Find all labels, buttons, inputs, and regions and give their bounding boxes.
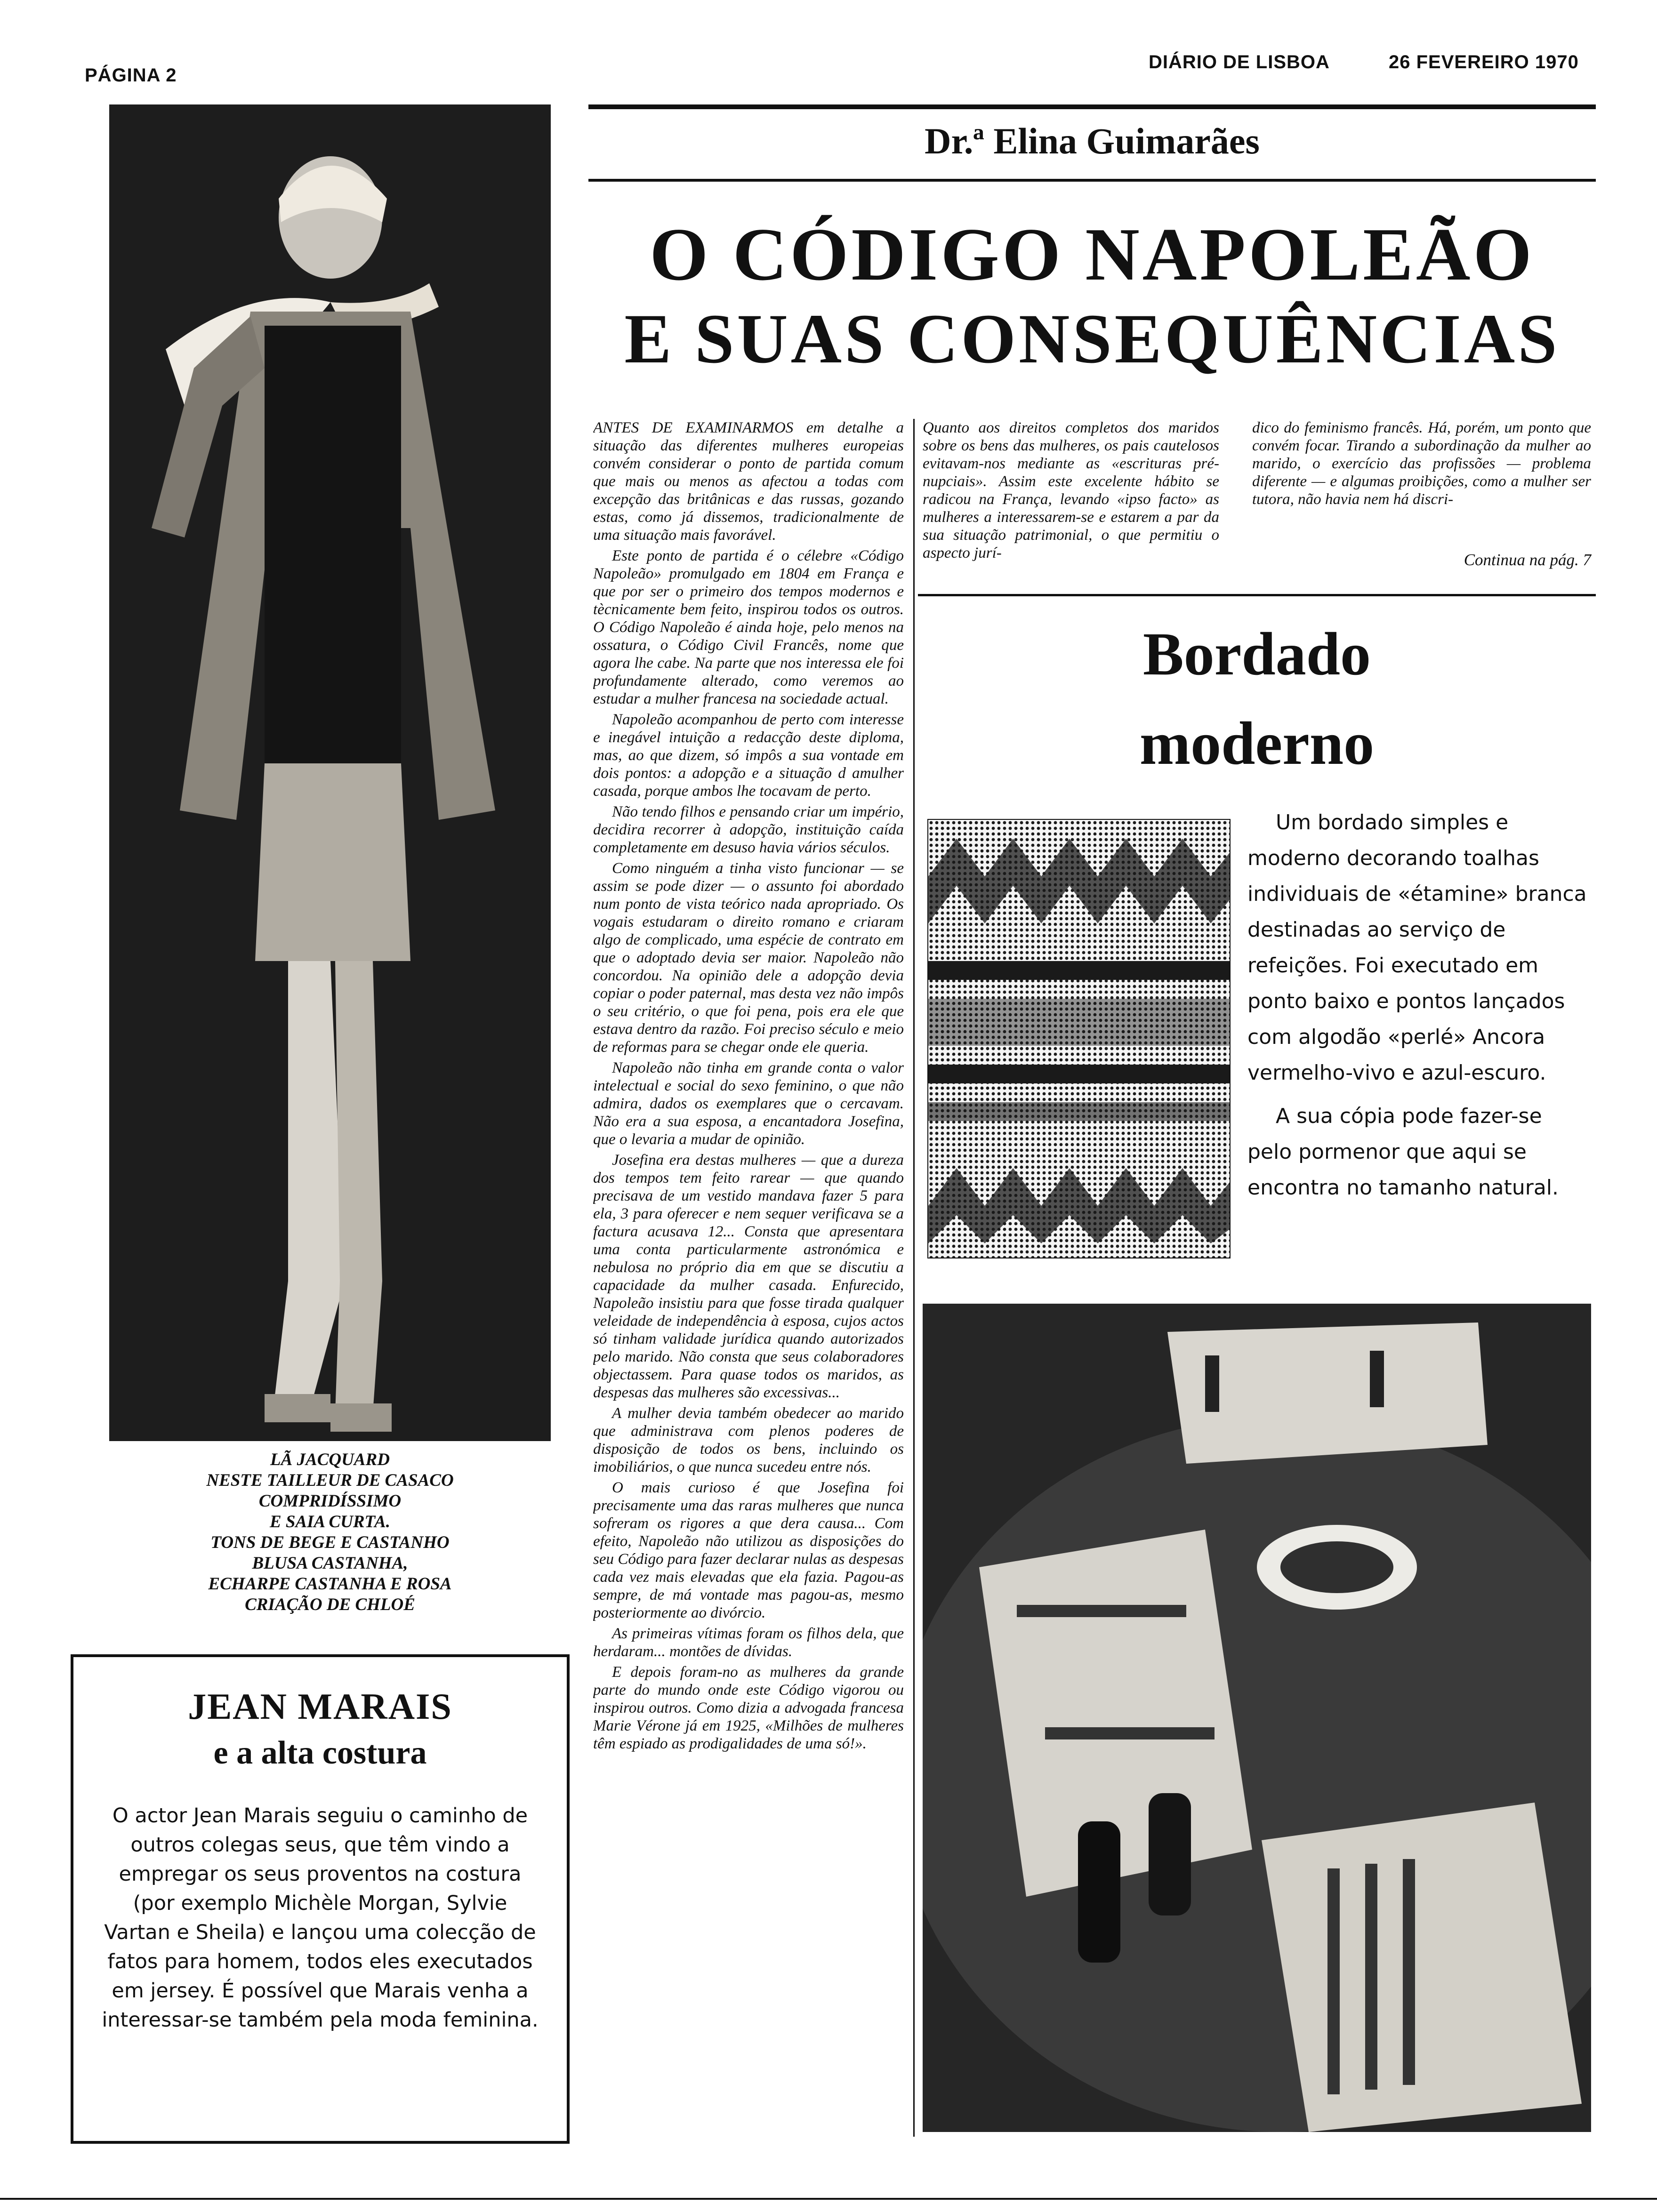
stitch-pattern: [928, 820, 1230, 1258]
fashion-photo: [109, 104, 551, 1441]
marais-subtitle: e a alta costura: [213, 1735, 427, 1771]
marais-body: O actor Jean Marais seguiu o caminho de outros colegas seus, que têm vindo a empregar os seus proventos na costura (por exemplo Michèle Morgan, Sylvie Vartan e Sheila) e lançou uma colecção de fatos para homem, todos eles executados em jersey. É possível que Marais venha a interessar-se também pela moda feminina.: [102, 1804, 539, 2032]
article-column-2: [923, 419, 1219, 565]
embroidery-paragraph: Um bordado simples e moderno decorando toalhas individuais de «étamine» branca destinadas ao serviço de refeições. Foi executado em ponto baixo e pontos lançados com algodão «perlé» Ancora vermelho-vivo e azul-escuro.: [1247, 810, 1587, 1085]
article-paragraph: Este ponto de partida é o célebre «Código Napoleão» promulgado em 1804 em França e que por ser o primeiro dos tempos modernos e tècnicamente bem feito, inspirou todos os outros. O Código Napoleão é ainda hoje, pelo menos na ossatura, o Código Civil Francês, nome que agora lhe cabe. Na parte que nos interessa ele foi profundamente alterado, como veremos ao estudar a mulher francesa na sociedade actual.: [593, 547, 904, 707]
section-rule: [918, 594, 1596, 596]
top-rule: [588, 104, 1596, 109]
article-paragraph: Não tendo filhos e pensando criar um império, decidira recorrer à adopção, instituição caída completamente em desuso havia vários séculos.: [593, 803, 904, 856]
article-paragraph: Napoleão acompanhou de perto com interesse e inegável intuição a redacção deste diploma, mas, ao que dizem, só impôs a sua vontade em dois pontos: a adopção e a situação d amulher casada, porque ambos lhe tocavam de perto.: [593, 711, 904, 800]
article-paragraph: dico do feminismo francês. Há, porém, um ponto que convém focar. Tirando a subordinação da mulher ao marido, o exercício das profissões — problema diferente — e algumas proibições, como a mulher ser tutora, não havia nem há discri-: [1252, 419, 1591, 508]
photo-caption: [109, 1450, 551, 1615]
article-paragraph: Josefina era destas mulheres — que a dureza dos tempos tem feito rarear — que quando precisava de um vestido mandava fazer 5 para ela, 3 para oferecer e nem sequer verificava se a factura acusava 12... Consta que apresentara uma conta particularmente astronómica e nebulosa no próprio dia em que se discutiu a capacidade da mulher casada. Enfurecido, Napoleão insistiu para que fosse tirada qualquer veleidade de independência à esposa, cujos actos só tinham validade jurídica quando autorizados pelo marido. Não consta que seus colaboradores objectassem. Para quase todos os maridos, as despesas das mulheres são excessivas...: [593, 1152, 904, 1401]
column-divider: [913, 419, 915, 2137]
caption-line: ECHARPE CASTANHA E ROSA: [208, 1574, 452, 1594]
bottom-rule: [0, 2198, 1657, 2200]
article-column-3: [1252, 419, 1591, 511]
continued-note[interactable]: Continua na pág. 7: [1464, 551, 1591, 569]
article-title-line1: O CÓDIGO NAPOLEÃO: [650, 212, 1535, 296]
newspaper-name: DIÁRIO DE LISBOA: [1149, 52, 1330, 72]
article-paragraph: A mulher devia também obedecer ao marido que administrava com plenos poderes de disposição de todos os bens, incluindo os imobiliários, o que nunca sucedeu entre nós.: [593, 1405, 904, 1475]
caption-line: TONS DE BEGE E CASTANHO: [210, 1533, 450, 1552]
embroidery-title-line2: moderno: [1139, 710, 1375, 777]
article-column-1: [593, 419, 904, 2132]
marais-title: JEAN MARAIS: [188, 1686, 452, 1727]
article-paragraph: As primeiras vítimas foram os filhos dela, que herdaram... montões de dívidas.: [593, 1625, 904, 1660]
article-author: Dr.ª Elina Guimarães: [925, 120, 1260, 161]
marais-box: [71, 1654, 570, 2144]
caption-line: E SAIA CURTA.: [269, 1512, 391, 1531]
article-paragraph: E depois foram-no as mulheres da grande parte do mundo onde este Código vigorou ou inspirou outros. Como dizia a advogada francesa Marie Vérone já em 1925, «Milhões de mulheres têm espiado as prodigalidades de uma só!».: [593, 1664, 904, 1752]
embroidery-title-line1: Bordado: [1142, 620, 1371, 688]
issue-date: 26 FEVEREIRO 1970: [1389, 52, 1579, 72]
embroidery-description: [1247, 805, 1591, 1206]
caption-line: NESTE TAILLEUR DE CASACO: [206, 1471, 454, 1490]
caption-line: CRIAÇÃO DE CHLOÉ: [245, 1595, 415, 1614]
page-number-label: PÁGINA 2: [85, 65, 177, 86]
article-paragraph: ANTES DE EXAMINARMOS em detalhe a situação das diferentes mulheres europeias convém considerar o ponto de partida comum que mais ou menos as afectou a todas com excepção das britânicas e das russas, gozando estas, como já dissemos, tradicionalmente de uma situação mais favorável.: [593, 419, 904, 544]
embroidery-detail-photo: [927, 819, 1231, 1258]
article-title-line2: E SUAS CONSEQUÊNCIAS: [624, 300, 1560, 378]
article-paragraph: Napoleão não tinha em grande conta o valor intelectual e social do sexo feminino, o que não admira, dados os exemplares que o cercavam. Não era a sua esposa, a encantadora Josefina, que o levaria a mudar de opinião.: [593, 1059, 904, 1148]
table-illustration: [923, 1304, 1591, 2132]
caption-line: LÃ JACQUARD: [270, 1450, 390, 1469]
embroidery-paragraph: A sua cópia pode fazer-se pelo pormenor que aqui se encontra no tamanho natural.: [1247, 1104, 1559, 1200]
article-paragraph: Quanto aos direitos completos dos maridos sobre os bens das mulheres, os pais cautelosos evitavam-nos mediante as «escrituras pré-nupciais». Assim este excelente hábito se radicou na França, levando «ipso facto» as mulheres a interessarem-se e estarem a par da sua situação patrimonial, o que permitiu o aspecto jurí-: [923, 419, 1219, 561]
fashion-illustration: [109, 104, 551, 1441]
caption-line: BLUSA CASTANHA,: [252, 1554, 408, 1573]
caption-line: COMPRIDÍSSIMO: [258, 1491, 402, 1511]
article-paragraph: Como ninguém a tinha visto funcionar — se assim se pode dizer — o assunto foi abordado num ponto de vista teórico nada apropriado. Os vogais estudaram o direito romano e criaram algo de complicado, uma espécie de contrato em que o adoptado devia ser maior. Napoleão não concordou. Na opinião dele a adopção devia copiar o poder paternal, mas desta vez não impôs o seu critério, o que foi pena, pois era ele que estava dentro da razão. Foi preciso século e meio de reformas para se chegar onde ele queria.: [593, 860, 904, 1056]
article-paragraph: O mais curioso é que Josefina foi precisamente uma das raras mulheres que nunca sofreram os rigores a que dera causa... Com efeito, Napoleão não utilizou as disposições do seu Código para fazer declarar nulas as despesas cada vez mais elevadas que ela fazia. Pagou-as sempre, de má vontade mas pagou-as, mesmo posteriormente ao divórcio.: [593, 1479, 904, 1621]
table-setting-photo: [923, 1304, 1591, 2132]
author-rule: [588, 179, 1596, 182]
